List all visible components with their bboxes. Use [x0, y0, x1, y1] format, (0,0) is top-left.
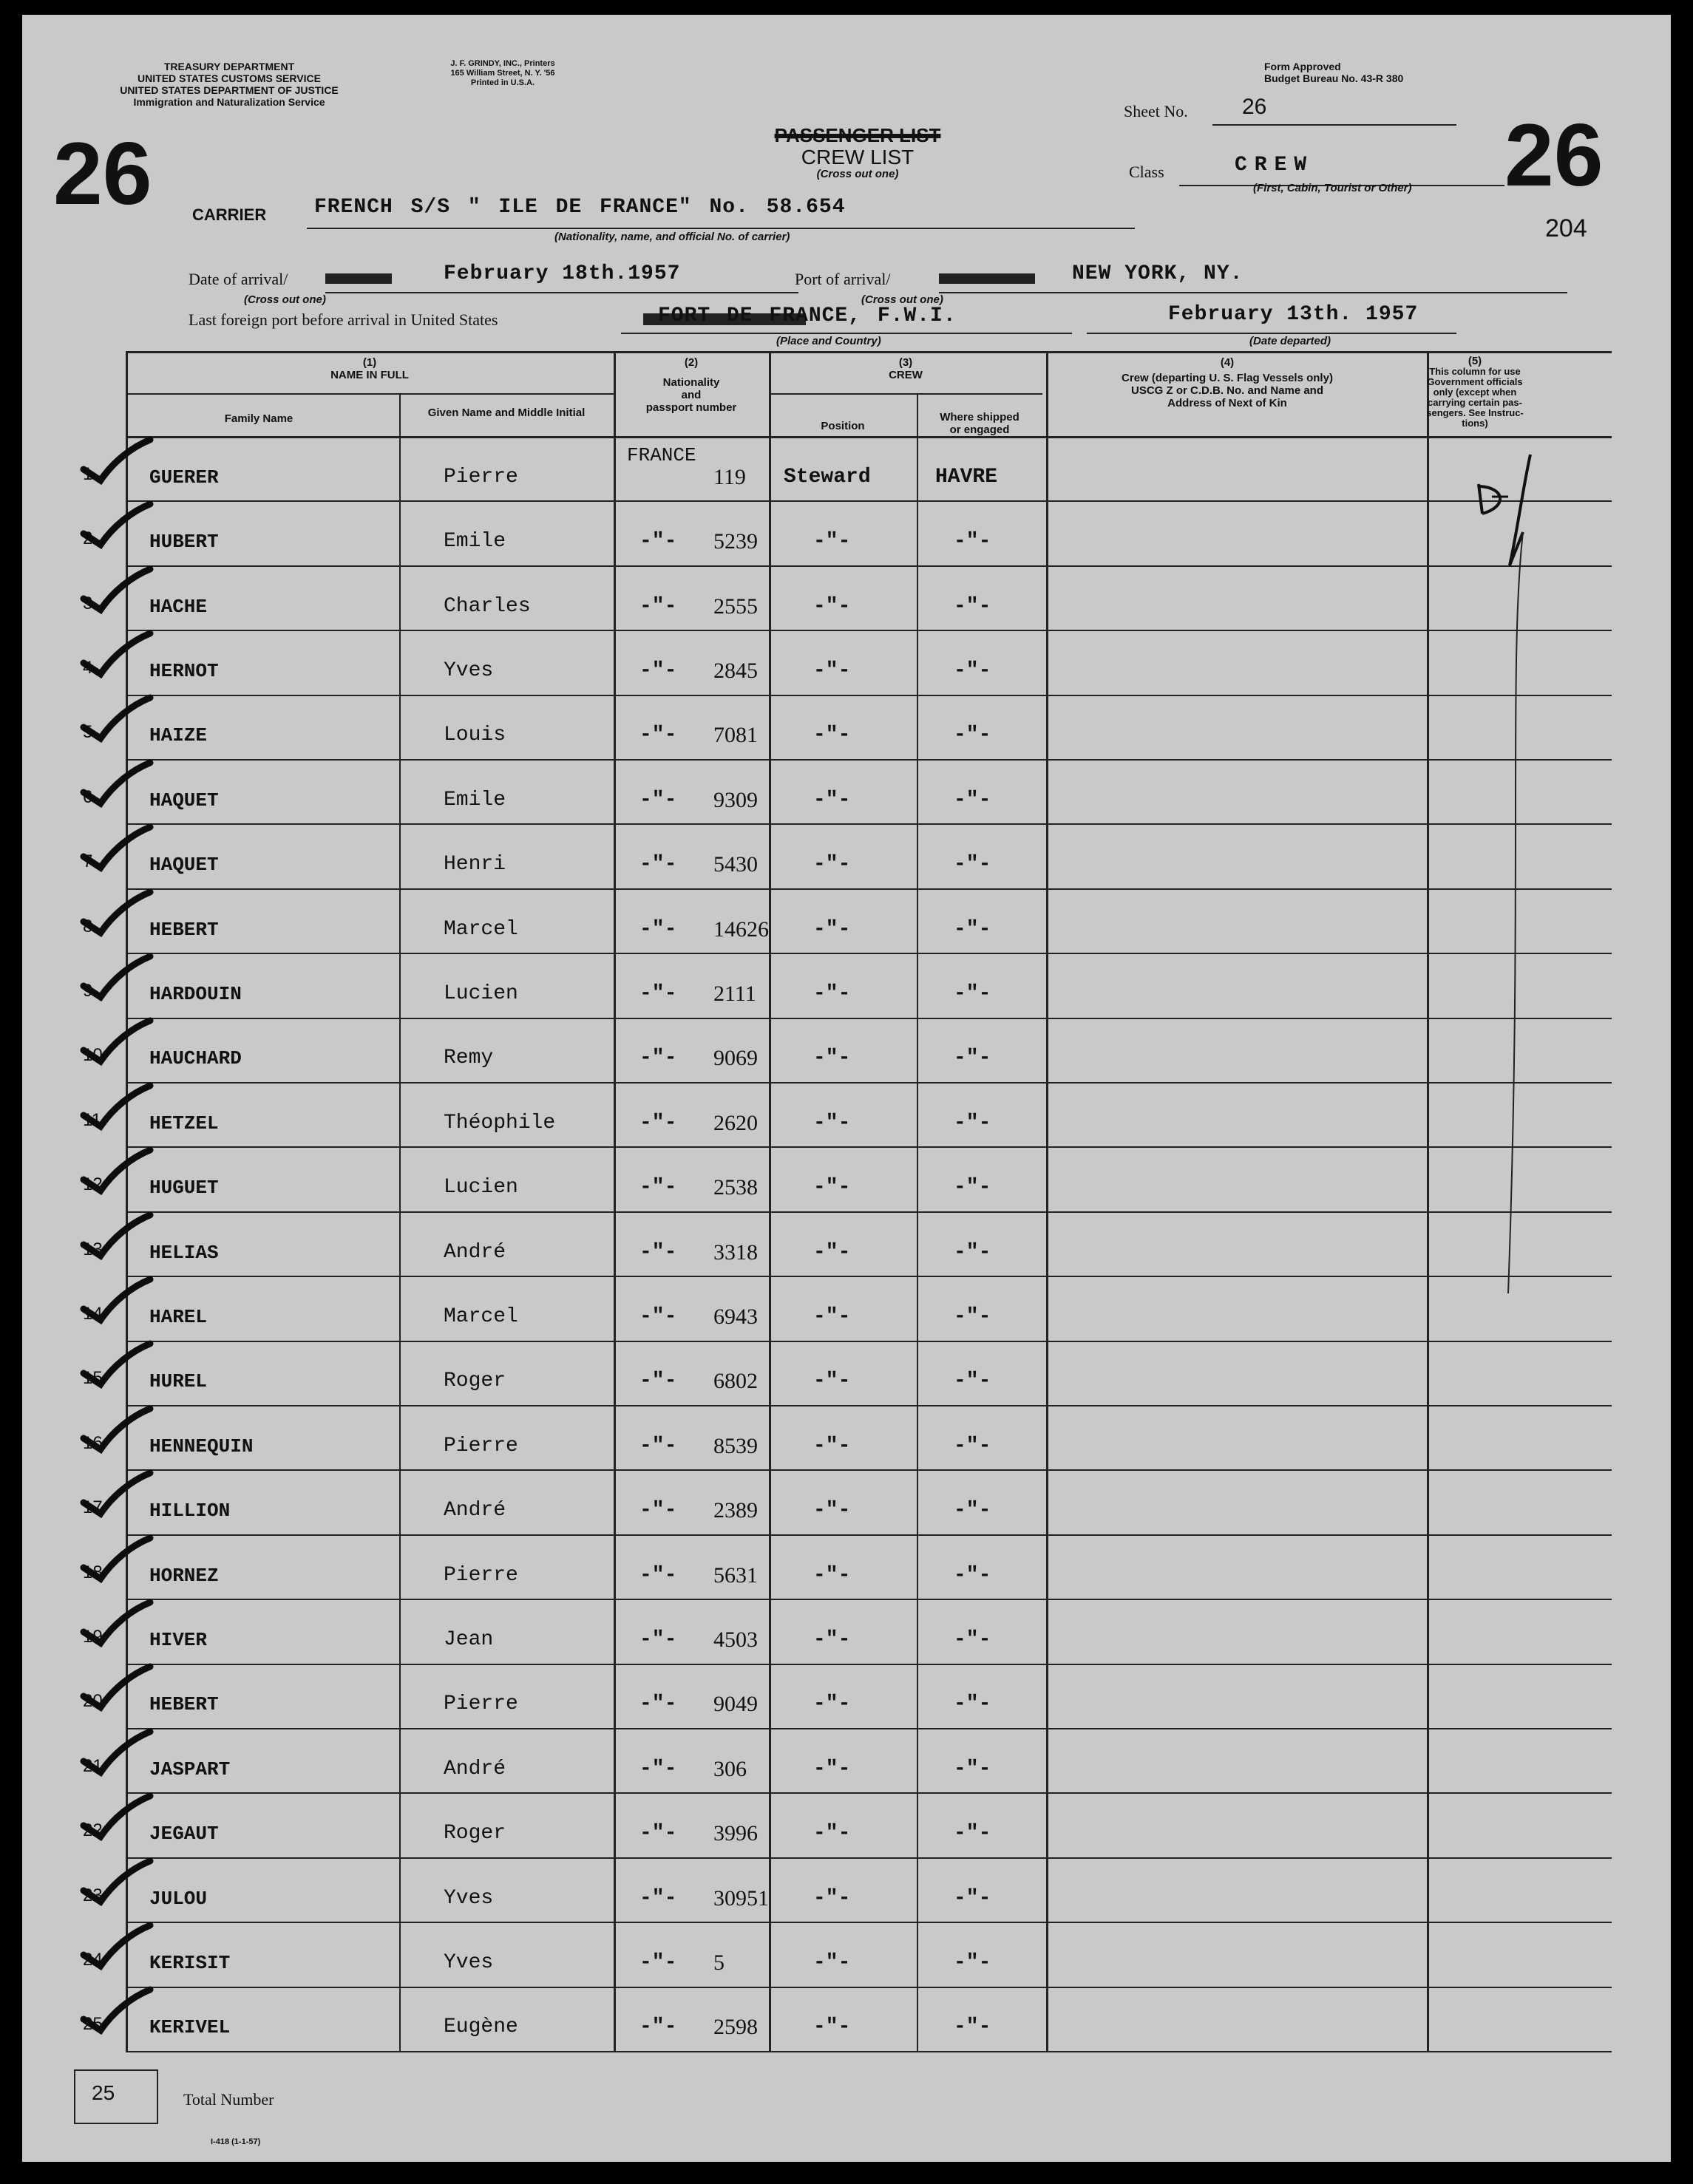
position-cell: -"- [813, 1693, 851, 1716]
printer-line-3: Printed in U.S.A. [470, 78, 535, 87]
last-port-caption: (Place and Country) [776, 335, 881, 347]
where-shipped-cell: -"- [954, 1111, 991, 1134]
position-cell: -"- [813, 853, 851, 877]
nationality-ditto-cell: -"- [639, 982, 677, 1005]
row-divider [126, 1276, 1612, 1277]
passport-number-cell: 2555 [713, 593, 758, 619]
given-name-column-border [399, 393, 401, 2051]
column-border [1427, 351, 1429, 2051]
col4-l3: Address of Next of Kin [1167, 397, 1287, 409]
where-shipped-l2: or engaged [949, 423, 1010, 436]
total-number-box [74, 2069, 158, 2124]
column-border [1046, 351, 1048, 2051]
position-cell: -"- [813, 1822, 851, 1845]
where-shipped-cell: -"- [954, 724, 991, 747]
given-name-cell: Marcel [444, 1304, 518, 1328]
nationality-ditto-cell: -"- [639, 853, 677, 877]
passport-number-cell: 30951 [713, 1885, 769, 1911]
nationality-header-3: passport number [645, 401, 737, 414]
family-name-cell: HEBERT [149, 918, 219, 941]
family-name-cell: HAQUET [149, 789, 219, 812]
given-name-cell: Marcel [444, 917, 518, 941]
nationality-ditto-cell: -"- [639, 659, 677, 682]
position-cell: -"- [813, 2015, 851, 2039]
where-shipped-cell: HAVRE [935, 465, 998, 489]
row-divider [126, 953, 1612, 954]
printer-block [407, 59, 599, 88]
family-name-cell: HELIAS [149, 1241, 219, 1264]
row-divider [126, 565, 1612, 567]
position-cell: -"- [813, 1499, 851, 1523]
col2-header [614, 356, 769, 414]
col1-header [126, 356, 614, 381]
nationality-ditto-cell: -"- [639, 1886, 677, 1910]
row-divider [126, 1534, 1612, 1536]
row-divider [126, 695, 1612, 696]
nationality-ditto-cell: -"- [639, 1822, 677, 1845]
row-number: 24 [83, 1949, 103, 1970]
agency-line-4: Immigration and Naturalization Service [133, 96, 325, 108]
nationality-ditto-cell: -"- [639, 788, 677, 812]
position-cell: -"- [813, 917, 851, 941]
given-name-cell: Roger [444, 1370, 506, 1393]
position-header: Position [821, 420, 865, 432]
col1-title: NAME IN FULL [330, 369, 409, 381]
sheet-number-right: 26 [1504, 106, 1604, 205]
row-divider [126, 1146, 1612, 1148]
title: CREW LIST [801, 146, 915, 169]
row-number: 4 [83, 657, 93, 678]
given-name-cell: Lucien [444, 982, 518, 1005]
family-name-cell: KERISIT [149, 1951, 231, 1974]
col4-number: (4) [1220, 356, 1235, 369]
nationality-ditto-cell: -"- [639, 1499, 677, 1523]
nationality-ditto-cell: -"- [639, 1693, 677, 1716]
where-shipped-cell: -"- [954, 2015, 991, 2039]
col5-l3: only (except when [1433, 387, 1517, 398]
family-name-cell: HAIZE [149, 724, 208, 747]
carrier-caption: (Nationality, name, and official No. of carrier) [554, 231, 790, 243]
where-shipped-cell: -"- [954, 1304, 991, 1328]
row-divider [126, 500, 1612, 502]
passport-number-cell: 9049 [713, 1692, 758, 1717]
where-shipped-cell: -"- [954, 1563, 991, 1587]
row-number: 5 [83, 722, 93, 743]
last-port-label: Last foreign port before arrival in United States [189, 310, 498, 329]
family-name-cell: HEBERT [149, 1693, 219, 1716]
title-block [732, 124, 983, 180]
col3-number: (3) [898, 356, 913, 369]
given-name-cell: André [444, 1757, 506, 1780]
family-name-cell: HACHE [149, 595, 208, 618]
row-divider [126, 1728, 1612, 1729]
position-cell: -"- [813, 594, 851, 618]
row-number: 22 [83, 1820, 103, 1841]
column-border [614, 351, 616, 2051]
row-divider [126, 1211, 1612, 1213]
nationality-ditto-cell: -"- [639, 1111, 677, 1134]
passport-number-cell: 3318 [713, 1239, 758, 1265]
family-name-cell: KERIVEL [149, 2016, 231, 2039]
position-cell: -"- [813, 1370, 851, 1393]
sheet-no-value: 26 [1242, 95, 1267, 119]
row-divider [126, 1405, 1612, 1406]
row-divider [126, 1922, 1612, 1923]
form-approved-block [1264, 61, 1508, 84]
family-name-cell: HUGUET [149, 1177, 219, 1200]
given-name-cell: Lucien [444, 1176, 518, 1200]
passport-number-cell: 119 [713, 464, 746, 489]
nationality-ditto-cell: -"- [639, 1304, 677, 1328]
col3-header [769, 356, 1042, 381]
family-name-cell: HIVER [149, 1628, 208, 1651]
handwritten-page-number: 204 [1545, 214, 1587, 242]
column-border [769, 351, 771, 2051]
col2-number: (2) [684, 356, 699, 369]
where-shipped-header [917, 411, 1042, 436]
given-name-cell: Pierre [444, 465, 518, 489]
col5-header [1412, 356, 1538, 429]
nationality-ditto-cell: -"- [639, 530, 677, 554]
port-of-arrival-value: NEW YORK, NY. [1072, 262, 1244, 285]
family-name-cell: HERNOT [149, 659, 219, 682]
passport-number-cell: 7081 [713, 723, 758, 748]
where-shipped-l1: Where shipped [940, 411, 1019, 423]
col3-title: CREW [889, 369, 923, 381]
family-name-cell: HUBERT [149, 531, 219, 554]
where-shipped-cell: -"- [954, 1886, 991, 1910]
nationality-ditto-cell: -"- [639, 1240, 677, 1264]
port-of-arrival-label: Port of arrival/ [795, 270, 891, 288]
port-arrival-crossout [939, 273, 1035, 284]
given-name-cell: Théophile [444, 1111, 556, 1134]
where-shipped-cell: -"- [954, 1822, 991, 1845]
passenger-list-struck: PASSENGER LIST [774, 124, 941, 146]
row-number: 12 [83, 1174, 103, 1195]
passport-number-cell: 14626 [713, 916, 769, 942]
position-cell: -"- [813, 530, 851, 554]
given-name-cell: Pierre [444, 1693, 518, 1716]
family-name-cell: HETZEL [149, 1112, 219, 1134]
given-name-header: Given Name and Middle Initial [427, 406, 586, 419]
given-name-cell: Emile [444, 788, 506, 812]
nationality-header-2: and [681, 389, 702, 401]
nationality-ditto-cell: -"- [639, 1176, 677, 1200]
class-caption: (First, Cabin, Tourist or Other) [1253, 182, 1412, 194]
where-shipped-cell: -"- [954, 1950, 991, 1974]
col5-l1: This column for use [1429, 366, 1521, 377]
where-shipped-column-border [917, 393, 918, 2051]
col5-l6: tions) [1462, 418, 1488, 429]
row-divider [126, 1664, 1612, 1665]
where-shipped-cell: -"- [954, 530, 991, 554]
table-top-border [126, 351, 1612, 353]
row-number: 7 [83, 851, 93, 872]
passport-number-cell: 9069 [713, 1046, 758, 1071]
last-port-value: FORT DE FRANCE, F.W.I. [658, 305, 957, 327]
passport-number-cell: 4503 [713, 1627, 758, 1652]
passport-number-cell: 6943 [713, 1304, 758, 1329]
where-shipped-cell: -"- [954, 1370, 991, 1393]
crew-header-divider [769, 393, 1042, 395]
row-number: 2 [83, 528, 93, 549]
col4-header [1046, 356, 1408, 409]
row-number: 19 [83, 1626, 103, 1647]
form-approved: Form Approved [1264, 61, 1341, 72]
row-divider [126, 823, 1612, 825]
date-arrival-caption: (Cross out one) [244, 293, 326, 306]
total-number-label: Total Number [183, 2090, 274, 2109]
agency-block [44, 61, 414, 108]
where-shipped-cell: -"- [954, 1627, 991, 1651]
where-shipped-cell: -"- [954, 659, 991, 682]
printer-line-2: 165 William Street, N. Y. '56 [450, 69, 555, 78]
passport-number-cell: 306 [713, 1756, 747, 1781]
given-name-cell: Yves [444, 1886, 494, 1910]
nationality-ditto-cell: -"- [639, 917, 677, 941]
col5-number: (5) [1468, 355, 1482, 367]
family-name-cell: HAQUET [149, 854, 219, 877]
given-name-cell: Pierre [444, 1434, 518, 1457]
position-cell: -"- [813, 1304, 851, 1328]
family-name-cell: HENNEQUIN [149, 1435, 254, 1457]
position-cell: -"- [813, 1111, 851, 1134]
row-divider [126, 1341, 1612, 1342]
passport-number-cell: 2845 [713, 658, 758, 683]
family-name-header: Family Name [224, 412, 294, 425]
family-name-cell: HORNEZ [149, 1564, 219, 1587]
given-name-cell: Remy [444, 1047, 494, 1070]
row-number: 25 [83, 2014, 103, 2035]
agency-line-1: TREASURY DEPARTMENT [163, 61, 295, 72]
header-bottom-border [126, 436, 1612, 438]
given-name-cell: Yves [444, 1950, 494, 1974]
position-cell: -"- [813, 1434, 851, 1457]
row-number: 1 [83, 463, 93, 484]
row-number: 17 [83, 1497, 103, 1518]
row-divider [126, 1987, 1612, 1988]
form-code: I-418 (1-1-57) [211, 2137, 261, 2146]
col4-l2: USCG Z or C.D.B. No. and Name and [1130, 384, 1324, 397]
family-name-cell: HAREL [149, 1305, 208, 1328]
agency-line-2: UNITED STATES CUSTOMS SERVICE [138, 72, 321, 84]
row-divider [126, 1018, 1612, 1019]
passport-number-cell: 3996 [713, 1821, 758, 1846]
passport-number-cell: 5631 [713, 1562, 758, 1588]
sheet-number-left: 26 [53, 124, 152, 223]
given-name-cell: Henri [444, 853, 506, 877]
passport-number-cell: 2538 [713, 1175, 758, 1200]
row-divider [126, 1469, 1612, 1471]
family-name-cell: HARDOUIN [149, 982, 242, 1005]
given-name-cell: Charles [444, 594, 531, 618]
passport-number-cell: 9309 [713, 787, 758, 812]
nationality-ditto-cell: -"- [639, 1434, 677, 1457]
passport-number-cell: 2111 [713, 981, 756, 1006]
given-name-cell: Jean [444, 1627, 494, 1651]
date-departed-value: February 13th. 1957 [1168, 303, 1419, 326]
col5-l2: Government officials [1427, 376, 1523, 387]
position-cell: -"- [813, 1627, 851, 1651]
date-of-arrival-value: February 18th.1957 [444, 262, 681, 285]
row-divider [126, 1792, 1612, 1794]
total-number-value: 25 [92, 2081, 115, 2104]
passport-number-cell: 2598 [713, 2015, 758, 2040]
nationality-ditto-cell: -"- [639, 594, 677, 618]
agency-line-3: UNITED STATES DEPARTMENT OF JUSTICE [120, 84, 339, 96]
position-cell: -"- [813, 1563, 851, 1587]
given-name-cell: Pierre [444, 1563, 518, 1587]
date-departed-caption: (Date departed) [1249, 335, 1331, 347]
row-number: 23 [83, 1885, 103, 1905]
where-shipped-cell: -"- [954, 917, 991, 941]
where-shipped-cell: -"- [954, 1240, 991, 1264]
row-number: 10 [83, 1045, 103, 1066]
sheet-no-label: Sheet No. [1124, 102, 1188, 120]
given-name-cell: Yves [444, 659, 494, 682]
nationality-ditto-cell: -"- [639, 1563, 677, 1587]
nationality-cell: FRANCE [627, 443, 696, 466]
row-divider [126, 1599, 1612, 1600]
row-number: 13 [83, 1239, 103, 1259]
passport-number-cell: 2620 [713, 1110, 758, 1135]
position-cell: -"- [813, 982, 851, 1005]
where-shipped-cell: -"- [954, 982, 991, 1005]
row-number: 8 [83, 916, 93, 936]
where-shipped-cell: -"- [954, 1757, 991, 1780]
port-arrival-caption: (Cross out one) [861, 293, 943, 306]
passport-number-cell: 6802 [713, 1369, 758, 1394]
position-cell: -"- [813, 659, 851, 682]
row-number: 6 [83, 786, 93, 807]
row-number: 15 [83, 1368, 103, 1389]
family-name-cell: JULOU [149, 1887, 208, 1910]
date-arrival-crossout [325, 273, 392, 284]
family-name-cell: HILLION [149, 1500, 231, 1523]
printer-line-1: J. F. GRINDY, INC., Printers [450, 59, 555, 68]
row-number: 14 [83, 1303, 103, 1324]
family-name-cell: GUERER [149, 466, 219, 489]
family-name-cell: HAUCHARD [149, 1047, 242, 1070]
position-cell: -"- [813, 1950, 851, 1974]
passport-number-cell: 5430 [713, 852, 758, 877]
position-cell: -"- [813, 788, 851, 812]
class-value: CREW [1235, 154, 1314, 177]
row-number: 3 [83, 593, 93, 613]
carrier-value: FRENCH S/S " ILE DE FRANCE" No. 58.654 [314, 196, 846, 219]
position-cell: -"- [813, 1757, 851, 1780]
nationality-ditto-cell: -"- [639, 1627, 677, 1651]
nationality-ditto-cell: -"- [639, 1950, 677, 1974]
where-shipped-cell: -"- [954, 1176, 991, 1200]
row-number: 9 [83, 980, 93, 1001]
row-divider [126, 888, 1612, 890]
given-name-cell: André [444, 1499, 506, 1523]
col5-l4: carrying certain pas- [1428, 397, 1522, 408]
position-cell: -"- [813, 724, 851, 747]
family-name-cell: JEGAUT [149, 1823, 219, 1845]
row-divider [126, 759, 1612, 761]
nationality-ditto-cell: -"- [639, 1370, 677, 1393]
crew-list-form [22, 15, 1671, 2162]
given-name-cell: André [444, 1240, 506, 1264]
row-divider [126, 2051, 1612, 2052]
date-of-arrival-label: Date of arrival/ [189, 270, 288, 288]
position-cell: -"- [813, 1176, 851, 1200]
col4-l1: Crew (departing U. S. Flag Vessels only) [1122, 372, 1333, 384]
where-shipped-cell: -"- [954, 594, 991, 618]
row-divider [126, 1857, 1612, 1859]
where-shipped-cell: -"- [954, 1693, 991, 1716]
passport-number-cell: 8539 [713, 1433, 758, 1458]
passport-number-cell: 5 [713, 1950, 725, 1975]
position-cell: -"- [813, 1047, 851, 1070]
handwritten-mark [1464, 443, 1553, 1330]
row-divider [126, 630, 1612, 631]
carrier-label: CARRIER [192, 205, 267, 224]
where-shipped-cell: -"- [954, 1499, 991, 1523]
nationality-ditto-cell: -"- [639, 1047, 677, 1070]
row-number: 11 [83, 1109, 101, 1130]
col1-number: (1) [362, 356, 377, 369]
nationality-header: Nationality [662, 376, 720, 389]
position-cell: -"- [813, 1240, 851, 1264]
family-name-cell: HUREL [149, 1370, 208, 1393]
name-header-divider [126, 393, 614, 395]
class-label: Class [1129, 163, 1164, 181]
where-shipped-cell: -"- [954, 1047, 991, 1070]
title-caption: (Cross out one) [816, 168, 899, 180]
row-number: 16 [83, 1432, 103, 1453]
where-shipped-cell: -"- [954, 853, 991, 877]
row-number: 18 [83, 1562, 103, 1582]
col5-l5: sengers. See Instruc- [1426, 407, 1524, 418]
row-number: 21 [83, 1755, 103, 1776]
row-number: 20 [83, 1691, 103, 1712]
budget-bureau: Budget Bureau No. 43-R 380 [1264, 72, 1404, 84]
where-shipped-cell: -"- [954, 788, 991, 812]
position-cell: -"- [813, 1886, 851, 1910]
family-name-cell: JASPART [149, 1758, 231, 1780]
where-shipped-cell: -"- [954, 1434, 991, 1457]
passport-number-cell: 2389 [713, 1498, 758, 1523]
given-name-cell: Roger [444, 1822, 506, 1845]
given-name-cell: Louis [444, 724, 506, 747]
nationality-ditto-cell: -"- [639, 724, 677, 747]
nationality-ditto-cell: -"- [639, 2015, 677, 2039]
nationality-ditto-cell: -"- [639, 1757, 677, 1780]
given-name-cell: Emile [444, 530, 506, 554]
passport-number-cell: 5239 [713, 529, 758, 554]
given-name-cell: Eugène [444, 2015, 518, 2039]
row-divider [126, 1082, 1612, 1084]
position-cell: Steward [784, 465, 871, 489]
